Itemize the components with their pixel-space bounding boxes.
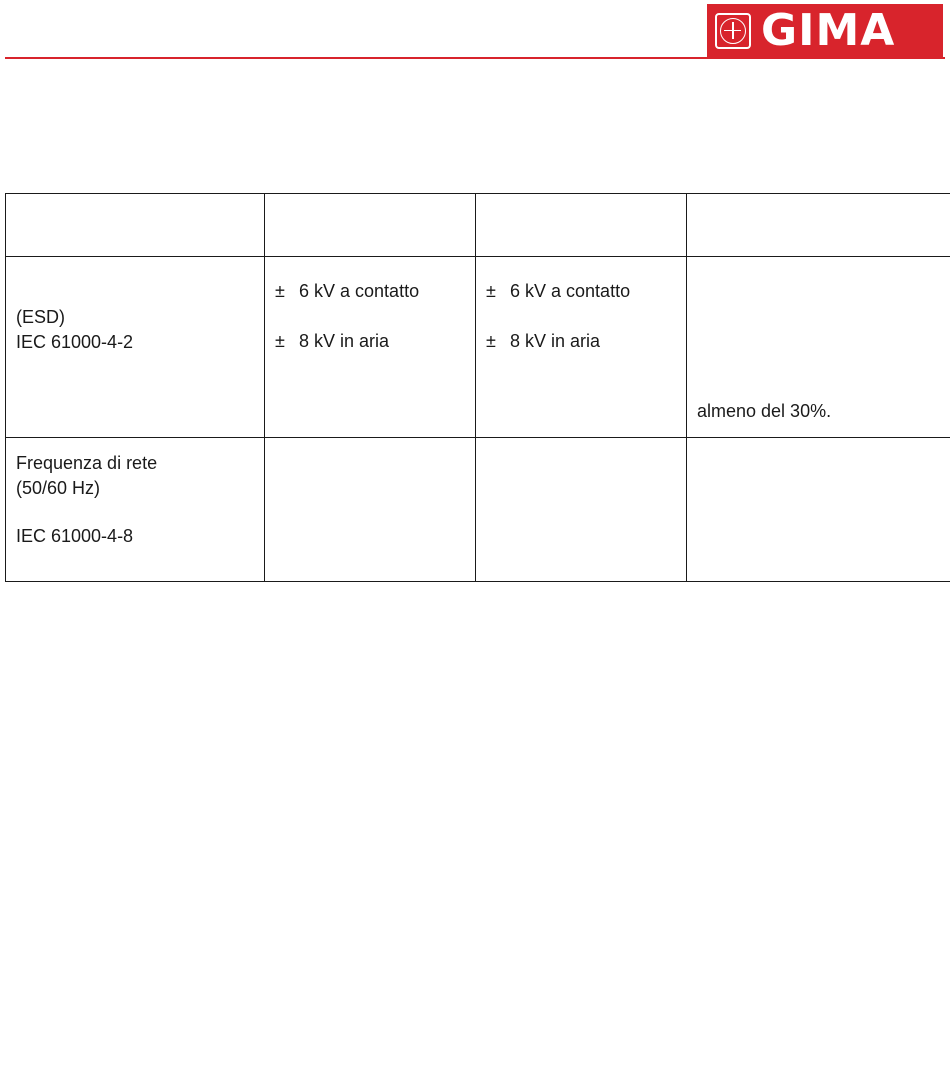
note-cell: [687, 257, 950, 438]
test-level-cell: [265, 438, 476, 582]
header-cell: [476, 194, 687, 257]
header-cell: [6, 194, 265, 257]
test-standard: IEC 61000-4-8: [16, 526, 134, 546]
header-cell: [265, 194, 476, 257]
test-cell: [6, 438, 265, 582]
test-name: Frequenza di rete: [16, 453, 158, 473]
test-level-cell: [265, 257, 476, 438]
note-cell: [687, 438, 950, 582]
compliance-contact: ± 6 kV a contatto: [486, 281, 631, 301]
test-cell: [6, 257, 265, 438]
gima-logo: [707, 4, 943, 57]
compliance-level-cell: [476, 257, 687, 438]
test-name: (ESD): [16, 307, 65, 327]
compliance-air: ± 8 kV in aria: [486, 331, 601, 351]
header-rule: [5, 57, 945, 59]
table-row-frequency: [6, 438, 950, 582]
table-header-row: [6, 194, 950, 257]
level-contact: ± 6 kV a contatto: [275, 281, 420, 301]
compliance-level-cell: [476, 438, 687, 582]
table-row-esd: [6, 257, 950, 438]
test-standard: IEC 61000-4-2: [16, 332, 134, 352]
immunity-table: [5, 193, 950, 582]
header-cell: [687, 194, 950, 257]
level-air: ± 8 kV in aria: [275, 331, 390, 351]
gima-emblem-icon: [715, 13, 751, 49]
test-frequency: (50/60 Hz): [16, 478, 101, 498]
logo-text: GIMA: [761, 5, 896, 56]
note-text: almeno del 30%.: [697, 401, 832, 421]
